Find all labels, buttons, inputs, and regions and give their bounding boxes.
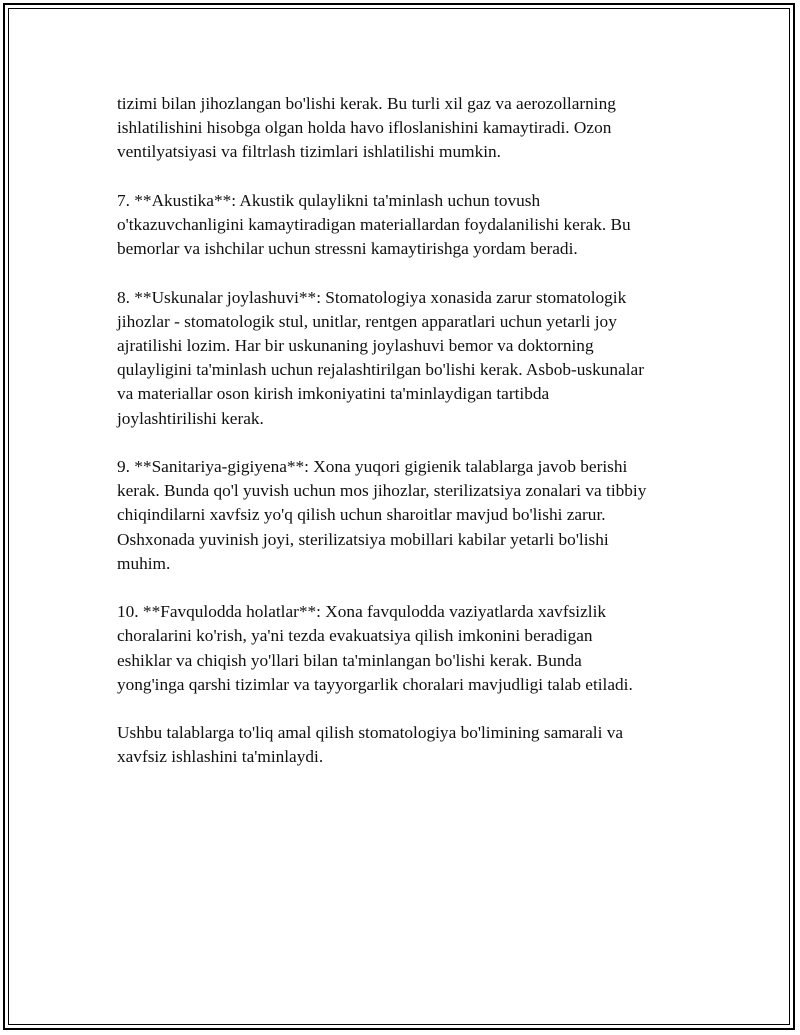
- text-line: ajratilishi lozim. Har bir uskunaning joylashuvi bemor va doktorning: [117, 336, 594, 355]
- text-line: 10. **Favqulodda holatlar**: Xona favqulodda vaziyatlarda xavfsizlik: [117, 602, 607, 622]
- paragraph-acoustics: [117, 189, 677, 262]
- text-line: 9. **Sanitariya-gigiyena**: Xona yuqori gigienik talablarga javob berishi: [117, 457, 628, 476]
- text-line: muhim.: [117, 553, 171, 573]
- text-line: Oshxonada yuvinish joyi, sterilizatsiya mobillari kabilar yetarli bo'lishi: [117, 529, 609, 549]
- text-line: jihozlar - stomatologik stul, unitlar, rentgen apparatlari uchun yetarli joy: [117, 311, 617, 331]
- text-line: yong'inga qarshi tizimlar va tayyorgarlik choralari mavjudligi talab etiladi.: [117, 674, 633, 694]
- text-line: joylashtirilishi kerak.: [117, 408, 264, 428]
- text-line: kerak. Bunda qo'l yuvish uchun mos jihozlar, sterilizatsiya zonalari va tibbiy: [117, 481, 647, 501]
- text-line: chiqindilarni xavfsiz yo'q qilish uchun sharoitlar mavjud bo'lishi zarur.: [117, 505, 606, 525]
- document-body: [117, 92, 677, 794]
- text-line: 8. **Uskunalar joylashuvi**: Stomatologiya xonasida zarur stomatologik: [117, 287, 627, 307]
- paragraph-equipment-layout: [117, 286, 677, 431]
- text-line: qulayligini ta'minlash uchun rejalashtirilgan bo'lishi kerak. Asbob-uskunalar: [117, 360, 644, 380]
- text-line: o'tkazuvchanligini kamaytiradigan materiallardan foydalanilishi kerak. Bu: [117, 215, 631, 234]
- text-line: ishlatilishini hisobga olgan holda havo ifloslanishini kamaytiradi. Ozon: [117, 118, 612, 138]
- text-line: tizimi bilan jihozlangan bo'lishi kerak. Bu turli xil gaz va aerozollarning: [117, 94, 616, 113]
- paragraph-conclusion: [117, 721, 677, 769]
- text-line: bemorlar va ishchilar uchun stressni kamaytirishga yordam beradi.: [117, 239, 578, 259]
- paragraph-sanitation-hygiene: [117, 455, 677, 576]
- text-line: ventilyatsiyasi va filtrlash tizimlari ishlatilishi mumkin.: [117, 142, 501, 162]
- paragraph-ventilation-continued: [117, 92, 677, 165]
- text-line: xavfsiz ishlashini ta'minlaydi.: [117, 747, 324, 767]
- text-line: 7. **Akustika**: Akustik qulaylikni ta'minlash uchun tovush: [117, 190, 541, 210]
- text-line: va materiallar oson kirish imkoniyatini ta'minlaydigan tartibda: [117, 384, 550, 404]
- text-line: choralarini ko'rish, ya'ni tezda evakuatsiya qilish imkonini beradigan: [117, 626, 593, 646]
- text-line: Ushbu talablarga to'liq amal qilish stomatologiya bo'limining samarali va: [117, 723, 624, 743]
- text-line: eshiklar va chiqish yo'llari bilan ta'minlangan bo'lishi kerak. Bunda: [117, 650, 582, 670]
- paragraph-emergency: [117, 600, 677, 697]
